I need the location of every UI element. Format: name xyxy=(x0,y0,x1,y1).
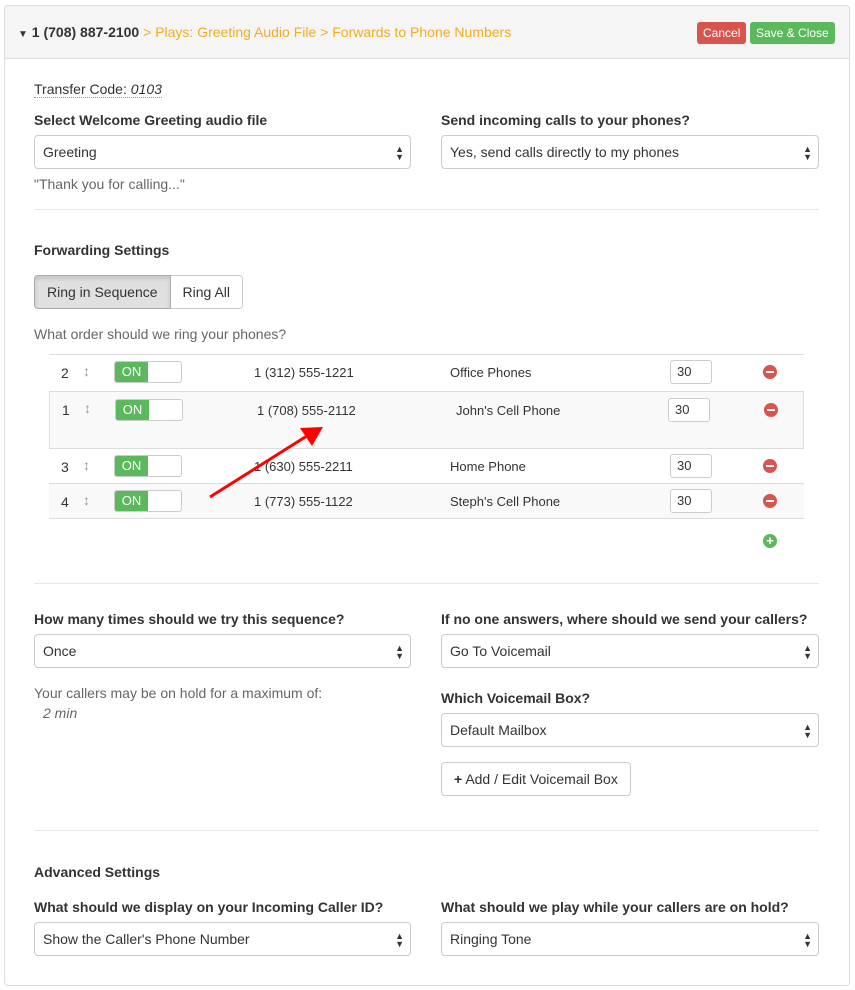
red-arrow-annotation xyxy=(200,420,330,505)
cancel-button[interactable]: Cancel xyxy=(697,22,746,44)
order-question: What order should we ring your phones? xyxy=(34,326,287,342)
send-label: Send incoming calls to your phones? xyxy=(441,112,690,128)
callerid-select[interactable] xyxy=(34,922,411,956)
ring-mode-group xyxy=(34,275,243,309)
add-edit-voicemail-button[interactable] xyxy=(441,762,631,796)
phone-row[interactable] xyxy=(49,448,804,484)
callerid-value: Show the Caller's Phone Number xyxy=(43,931,250,947)
timeout-input[interactable]: 30 xyxy=(670,489,712,513)
tries-value: Once xyxy=(43,643,77,659)
row-phone: 1 (773) 555-1122 xyxy=(254,494,353,509)
row-phone: 1 (630) 555-2211 xyxy=(254,459,353,474)
breadcrumb-forwards[interactable]: Forwards to Phone Numbers xyxy=(332,24,512,40)
callerid-label: What should we display on your Incoming Caller ID? xyxy=(34,899,384,915)
remove-icon[interactable] xyxy=(763,459,777,473)
hold-music-value: Ringing Tone xyxy=(450,931,532,947)
on-toggle[interactable] xyxy=(114,455,182,477)
timeout-input[interactable]: 30 xyxy=(670,360,712,384)
select-arrows-icon: ▲ ▼ xyxy=(395,643,404,661)
tries-label: How many times should we try this sequence? xyxy=(34,611,345,627)
row-name: Office Phones xyxy=(450,365,532,380)
drag-handle-icon[interactable]: ↕ xyxy=(83,363,90,379)
divider xyxy=(34,830,819,831)
remove-icon[interactable] xyxy=(763,365,777,379)
on-toggle[interactable] xyxy=(115,399,183,421)
phone-row[interactable] xyxy=(49,354,804,389)
breadcrumb-separator: > xyxy=(320,24,329,40)
toggle-label: ON xyxy=(115,456,148,476)
row-order: 1 xyxy=(62,402,70,418)
greeting-select[interactable] xyxy=(34,135,411,169)
drag-handle-icon[interactable]: ↕ xyxy=(83,492,90,508)
on-toggle[interactable] xyxy=(114,490,182,512)
row-order: 4 xyxy=(61,494,69,510)
row-name: Home Phone xyxy=(450,459,526,474)
hold-value: 2 min xyxy=(43,705,78,721)
send-select[interactable] xyxy=(441,135,819,169)
toggle-label: ON xyxy=(115,362,148,382)
select-arrows-icon: ▲ ▼ xyxy=(803,931,812,949)
noanswer-label: If no one answers, where should we send your callers? xyxy=(441,611,808,627)
divider xyxy=(34,209,819,210)
phone-row-dragging[interactable] xyxy=(49,391,804,449)
voicemail-value: Default Mailbox xyxy=(450,722,547,738)
timeout-input[interactable]: 30 xyxy=(670,454,712,478)
forwarding-title: Forwarding Settings xyxy=(34,242,170,258)
on-toggle[interactable] xyxy=(114,361,182,383)
ring-all-button[interactable]: Ring All xyxy=(171,275,243,309)
voicemail-select[interactable] xyxy=(441,713,819,747)
tries-select[interactable] xyxy=(34,634,411,668)
row-name: John's Cell Phone xyxy=(456,403,561,418)
breadcrumb xyxy=(18,24,511,40)
breadcrumb-phone[interactable]: 1 (708) 887-2100 xyxy=(31,24,140,40)
row-name: Steph's Cell Phone xyxy=(450,494,561,509)
save-close-button[interactable]: Save & Close xyxy=(750,22,835,44)
drag-handle-icon[interactable]: ↕ xyxy=(83,457,90,473)
row-order: 2 xyxy=(61,365,69,381)
toggle-label: ON xyxy=(116,400,149,420)
remove-icon[interactable] xyxy=(764,403,778,417)
voicemail-label: Which Voicemail Box? xyxy=(441,690,591,706)
drag-handle-icon[interactable]: ↕ xyxy=(84,400,91,416)
hold-text: Your callers may be on hold for a maximum of: xyxy=(34,685,323,701)
noanswer-value: Go To Voicemail xyxy=(450,643,551,659)
row-phone: 1 (312) 555-1221 xyxy=(254,365,354,380)
collapse-caret-icon[interactable]: ▼ xyxy=(18,29,28,40)
ring-sequence-button[interactable]: Ring in Sequence xyxy=(34,275,171,309)
select-arrows-icon: ▲ ▼ xyxy=(803,144,812,162)
add-edit-voicemail-label: Add / Edit Voicemail Box xyxy=(465,771,618,787)
plus-icon: + xyxy=(454,771,463,787)
timeout-input[interactable]: 30 xyxy=(668,398,710,422)
row-order: 3 xyxy=(61,459,69,475)
transfer-code xyxy=(34,81,162,98)
phone-row[interactable] xyxy=(49,483,804,519)
row-phone: 1 (708) 555-2112 xyxy=(257,403,356,418)
greeting-hint: "Thank you for calling..." xyxy=(34,176,185,192)
advanced-title: Advanced Settings xyxy=(34,864,161,880)
toggle-label: ON xyxy=(115,491,148,511)
send-value: Yes, send calls directly to my phones xyxy=(450,144,680,160)
add-phone-icon[interactable]: + xyxy=(763,534,777,548)
noanswer-select[interactable] xyxy=(441,634,819,668)
breadcrumb-greeting[interactable]: Plays: Greeting Audio File xyxy=(155,24,317,40)
remove-icon[interactable] xyxy=(763,494,777,508)
transfer-code-label: Transfer Code: xyxy=(34,81,127,97)
transfer-code-value: 0103 xyxy=(130,81,162,97)
select-arrows-icon: ▲ ▼ xyxy=(803,643,812,661)
panel-header xyxy=(4,5,850,59)
select-arrows-icon: ▲ ▼ xyxy=(395,931,404,949)
breadcrumb-separator: > xyxy=(143,24,152,40)
select-arrows-icon: ▲ ▼ xyxy=(803,722,812,740)
divider xyxy=(34,583,819,584)
select-arrows-icon: ▲ ▼ xyxy=(395,144,404,162)
hold-music-select[interactable] xyxy=(441,922,819,956)
greeting-label: Select Welcome Greeting audio file xyxy=(34,112,268,128)
greeting-value: Greeting xyxy=(43,144,97,160)
hold-music-label: What should we play while your callers are on hold? xyxy=(441,899,789,915)
